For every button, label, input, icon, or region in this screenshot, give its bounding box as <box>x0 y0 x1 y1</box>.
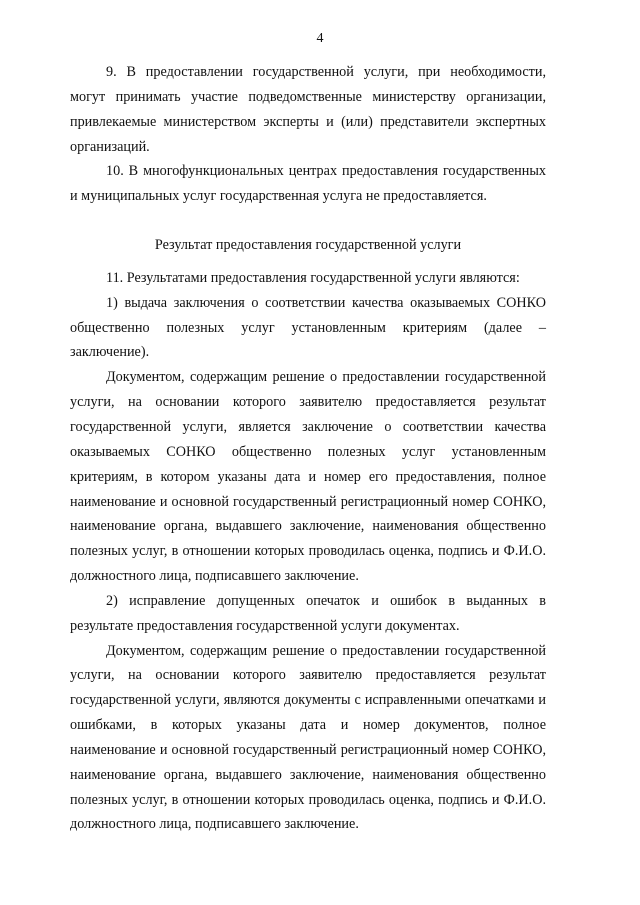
paragraph-result-document-1: Документом, содержащим решение о предоставлении государственной услуги, на основании которого заявителю предоставляется результат государственной услуги, является заключение о соответствии качества оказываемых СОНКО общественно полезных услуг установленным критериям, в котором указаны дата и номер его предоставления, полное наименование и основной государственный регистрационный номер СОНКО, наименование органа, выдавшего заключение, наименования общественно полезных услуг, в отношении которых проводилась оценка, подпись и Ф.И.О. должностного лица, подписавшего заключение. <box>70 369 546 585</box>
section-heading: Результат предоставления государственной услуги <box>154 237 462 254</box>
paragraph-9: 9. В предоставлении государственной услуги, при необходимости, могут принимать участие подведомственные министерству организации, привлекаемые министерством эксперты и (или) представители экспертных организаций. <box>70 64 546 155</box>
paragraph-11: 11. Результатами предоставления государственной услуги являются: <box>106 269 520 286</box>
page-number: 4 <box>316 31 324 46</box>
paragraph-10: 10. В многофункциональных центрах предоставления государственных и муниципальных услуг государственная услуга не предоставляется. <box>70 163 546 205</box>
paragraph-11-item-1: 1) выдача заключения о соответствии качества оказываемых СОНКО общественно полезных услуг установленным критериям (далее – заключение). <box>70 294 546 361</box>
paragraph-11-item-2: 2) исправление допущенных опечаток и ошибок в выданных в результате предоставления государственной услуги документах. <box>70 592 546 634</box>
document-body <box>70 60 546 837</box>
paragraph-result-document-2: Документом, содержащим решение о предоставлении государственной услуги, на основании которого заявителю предоставляется результат государственной услуги, являются документы с исправленными опечатками и ошибками, в которых указаны дата и номер документов, полное наименование и основной государственный регистрационный номер СОНКО, наименование органа, выдавшего заключение, наименования общественно полезных услуг, в отношении которых проводилась оценка, подпись и Ф.И.О. должностного лица, подписавшего заключение. <box>70 642 546 833</box>
